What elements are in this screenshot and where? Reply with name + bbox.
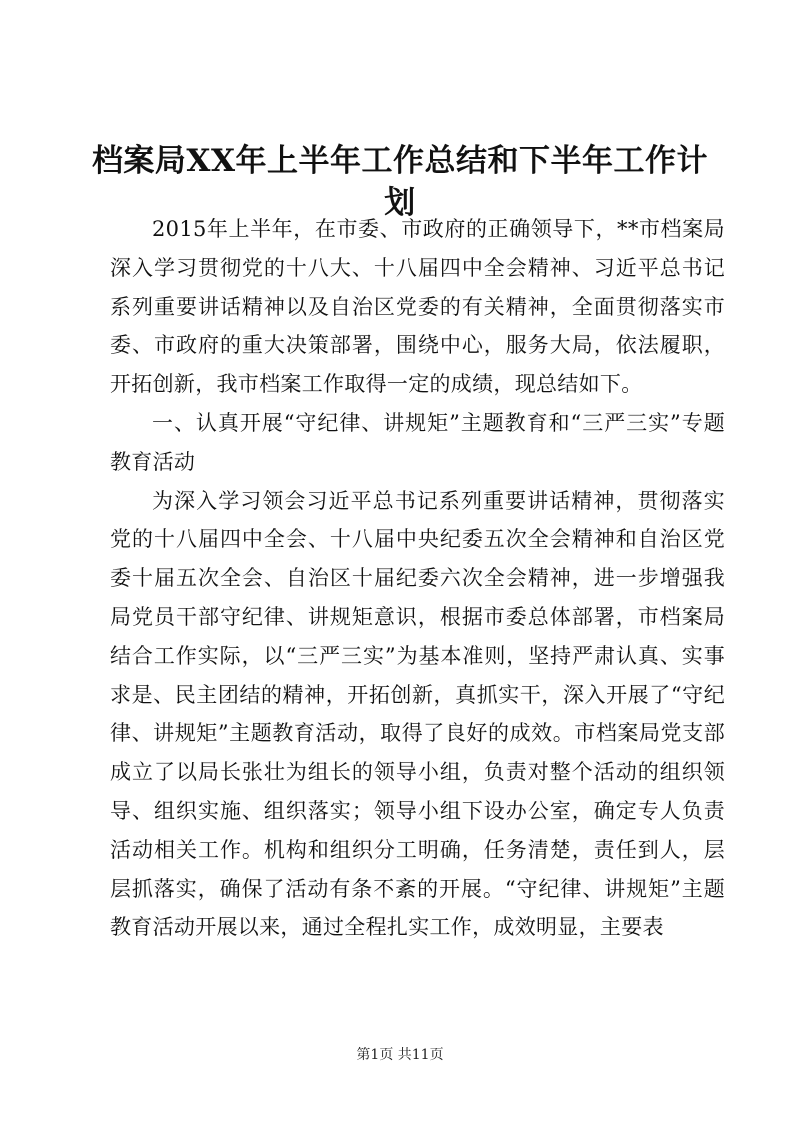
paragraph-intro: 2015年上半年，在市委、市政府的正确领导下，**市档案局深入学习贯彻党的十八大、十八届四中全会精神、习近平总书记系列重要讲话精神以及自治区党委的有关精神，全面贯彻落实市委、市政府的重大决策部署，围绕中心，服务大局，依法履职，开拓创新，我市档案工作取得一定的成绩，现总结如下。 bbox=[110, 217, 725, 397]
document-body bbox=[110, 210, 725, 947]
section-heading-1: 一、认真开展“守纪律、讲规矩”主题教育和“三严三实”专题教育活动 bbox=[110, 410, 725, 474]
paragraph-section-1: 为深入学习领会习近平总书记系列重要讲话精神，贯彻落实党的十八届四中全会、十八届中央纪委五次全会精神和自治区党委十届五次全会、自治区十届纪委六次全会精神，进一步增强我局党员干部守纪律、讲规矩意识，根据市委总体部署，市档案局结合工作实际，以“三严三实”为基本准则，坚持严肃认真、实事求是、民主团结的精神，开拓创新，真抓实干，深入开展了“守纪律、讲规矩”主题教育活动，取得了良好的成效。市档案局党支部成立了以局长张壮为组长的领导小组，负责对整个活动的组织领导、组织实施、组织落实；领导小组下设办公室，确定专人负责活动相关工作。机构和组织分工明确，任务清楚，责任到人，层层抓落实，确保了活动有条不紊的开展。“守纪律、讲规矩”主题教育活动开展以来，通过全程扎实工作，成效明显，主要表 bbox=[110, 488, 725, 940]
document-title: 档案局XX年上半年工作总结和下半年工作计划 bbox=[91, 143, 709, 221]
page-footer: 第1页 共11页 bbox=[356, 1047, 444, 1063]
